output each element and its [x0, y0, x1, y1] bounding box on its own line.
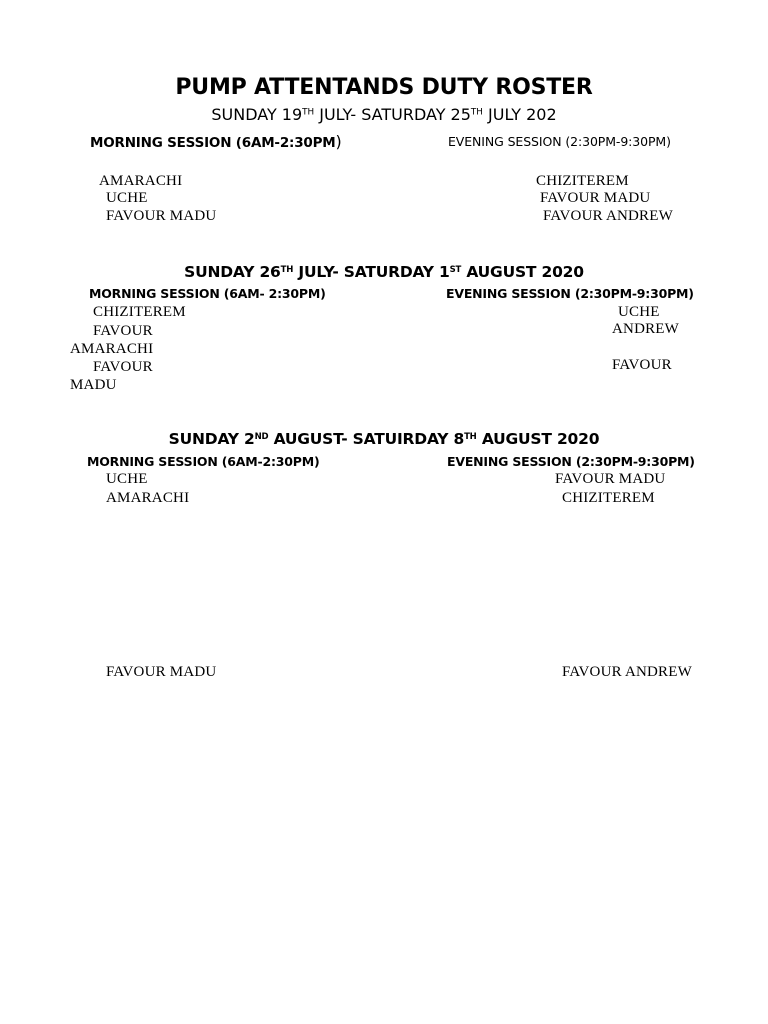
week-1-morning-name-2: UCHE — [106, 190, 148, 206]
week-1-evening-name-3: FAVOUR ANDREW — [543, 208, 673, 224]
week-2-morning-label: MORNING SESSION (6AM- 2:30PM) — [89, 286, 326, 301]
week-3-morning-name-1: UCHE — [106, 471, 148, 487]
roster-title: PUMP ATTENTANDS DUTY ROSTER — [175, 75, 593, 100]
week-1-morning-name-1: AMARACHI — [99, 173, 183, 189]
week-3-evening-label: EVENING SESSION (2:30PM-9:30PM) — [447, 454, 695, 469]
week-2-evening-name-2: ANDREW — [612, 321, 680, 337]
week-2-evening-label: EVENING SESSION (2:30PM-9:30PM) — [446, 286, 694, 301]
week-2-evening-name-3: FAVOUR — [612, 357, 672, 373]
week-3-morning-label: MORNING SESSION (6AM-2:30PM) — [87, 454, 320, 469]
week-1-evening-name-2: FAVOUR MADU — [540, 190, 651, 206]
week-2-heading: SUNDAY 26TH JULY- SATURDAY 1ST AUGUST 2020 — [184, 263, 584, 281]
week-1-heading: SUNDAY 19TH JULY- SATURDAY 25TH JULY 202 — [211, 105, 557, 124]
week-3-evening-name-1: FAVOUR MADU — [555, 471, 666, 487]
week-2-evening-name-1: UCHE — [618, 304, 660, 320]
week-1-evening-label: EVENING SESSION (2:30PM-9:30PM) — [448, 134, 671, 149]
week-2-morning-name-2: FAVOUR AMARACHI — [70, 323, 154, 357]
week-3-heading: SUNDAY 2ND AUGUST- SATUIRDAY 8TH AUGUST 2020 — [168, 430, 600, 448]
week-2-morning-name-1: CHIZITEREM — [93, 304, 186, 320]
week-3-evening-name-2: CHIZITEREM — [562, 490, 655, 506]
week-3-morning-name-3: FAVOUR MADU — [106, 664, 217, 680]
week-3-morning-name-2: AMARACHI — [106, 490, 190, 506]
week-3-evening-name-3: FAVOUR ANDREW — [562, 664, 692, 680]
week-1-morning-name-3: FAVOUR MADU — [106, 208, 217, 224]
week-1-morning-label: MORNING SESSION (6AM-2:30PM) — [90, 132, 342, 151]
week-2-morning-name-3: FAVOUR MADU — [70, 359, 153, 393]
week-1-evening-name-1: CHIZITEREM — [536, 173, 629, 189]
